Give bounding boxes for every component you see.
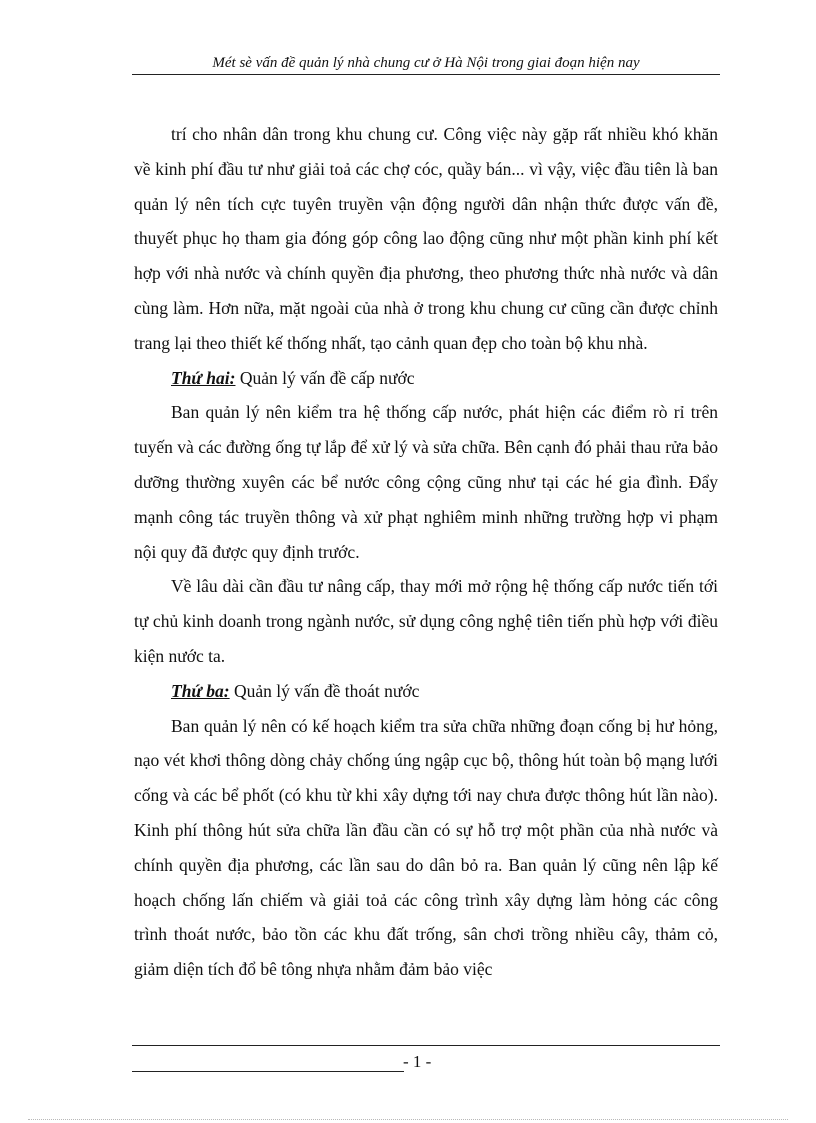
running-header-title: Mét sè vấn đề quản lý nhà chung cư ở Hà Nội trong giai đoạn hiện nay: [212, 55, 640, 71]
footer-divider: [132, 1045, 720, 1046]
section-heading-drainage: [134, 674, 718, 709]
document-body: [134, 117, 718, 987]
paragraph-4: Ban quản lý nên có kế hoạch kiểm tra sửa chữa những đoạn cống bị hư hỏng, nạo vét khơi thông dòng chảy chống úng ngập cục bộ, thông hút toàn bộ mạng lưới cống và các bể phốt (có khu từ khi xây dựng tới nay chưa được thông hút lần nào). Kinh phí thông hút sửa chữa lần đầu cần có sự hỗ trợ một phần của nhà nước và chính quyền địa phương, các lần sau do dân bỏ ra. Ban quản lý cũng nên lập kế hoạch chống lấn chiếm và giải toả các công trình xây dựng làm hỏng các công trình thoát nước, bảo tồn các khu đất trống, sân chơi trồng nhiều cây, thảm cỏ, giảm diện tích đổ bê tông nhựa nhằm đảm bảo việc: [134, 715, 718, 980]
footer-short-divider: [132, 1071, 404, 1072]
page-number: - 1 -: [403, 1052, 432, 1071]
header-divider: [132, 74, 720, 75]
paragraph-1: trí cho nhân dân trong khu chung cư. Công việc này gặp rất nhiều khó khăn về kinh phí đầu tư như giải toả các chợ cóc, quầy bán... vì vậy, việc đầu tiên là ban quản lý nên tích cực tuyên truyền vận động người dân nhận thức được vấn đề, thuyết phục họ tham gia đóng góp công lao động cũng như một phần kinh phí kết hợp với nhà nước và chính quyền địa phương, theo phương thức nhà nước và dân cùng làm. Hơn nữa, mặt ngoài của nhà ở trong khu chung cư cũng cần được chỉnh trang lại theo thiết kế thống nhất, tạo cảnh quan đẹp cho toàn bộ khu nhà.: [134, 124, 718, 353]
section-title-water-supply: Quản lý vấn đề cấp nước: [235, 367, 415, 388]
paragraph-3: Về lâu dài cần đầu tư nâng cấp, thay mới mở rộng hệ thống cấp nước tiến tới tự chủ kinh doanh trong ngành nước, sử dụng công nghệ tiên tiến phù hợp với điều kiện nước ta.: [134, 576, 718, 666]
page-bottom-dotted-edge: [28, 1119, 788, 1120]
section-title-drainage: Quản lý vấn đề thoát nước: [229, 680, 420, 701]
section-label-third: Thứ ba:: [171, 680, 230, 701]
section-label-second: Thứ hai:: [171, 367, 236, 388]
paragraph-2: Ban quản lý nên kiểm tra hệ thống cấp nước, phát hiện các điểm rò rỉ trên tuyến và các đường ống tự lắp để xử lý và sửa chữa. Bên cạnh đó phải thau rửa bảo dưỡng thường xuyên các bể nước công cộng cũng như tại các hé gia đình. Đẩy mạnh công tác truyền thông và xử phạt nghiêm minh những trường hợp vi phạm nội quy đã được quy định trước.: [134, 402, 718, 562]
section-heading-water-supply: [134, 361, 718, 396]
